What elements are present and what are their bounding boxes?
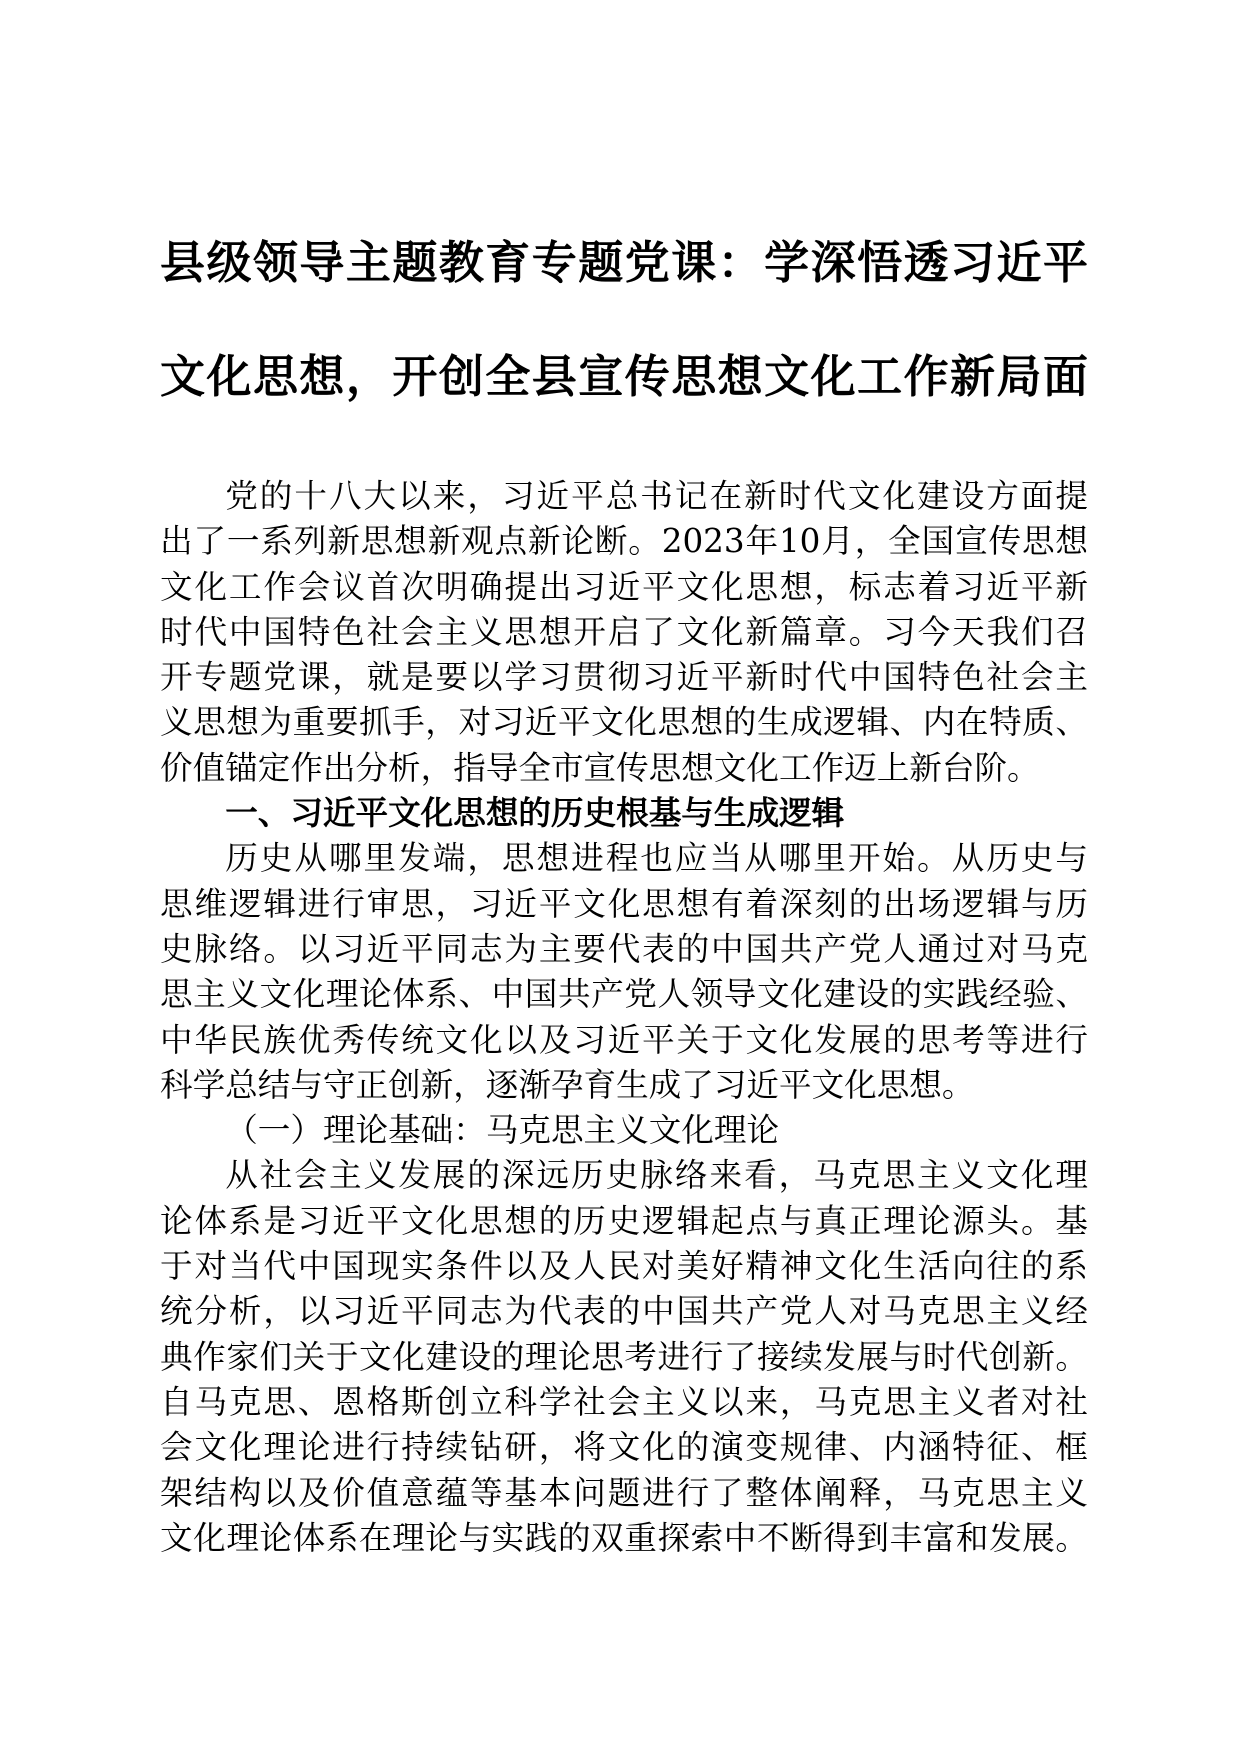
paragraph-line: 会文化理论进行持续钻研，将文化的演变规律、内涵特征、框 [160,1428,1088,1467]
paragraph-line: 架结构以及价值意蕴等基本问题进行了整体阐释，马克思主义 [160,1473,1088,1512]
paragraph-line: 中华民族优秀传统文化以及习近平关于文化发展的思考等进行 [160,1020,1088,1059]
paragraph-line: 典作家们关于文化建设的理论思考进行了接续发展与时代创新。 [160,1337,1088,1376]
document-title [160,206,1088,434]
paragraph-line: 自马克思、恩格斯创立科学社会主义以来，马克思主义者对社 [160,1382,1088,1421]
section-paragraph [160,836,1088,1108]
paragraph-line: 时代中国特色社会主义思想开启了文化新篇章。习今天我们召 [160,612,1088,651]
paragraph-line: 史脉络。以习近平同志为主要代表的中国共产党人通过对马克 [160,929,1088,968]
paragraph-line: 思主义文化理论体系、中国共产党人领导文化建设的实践经验、 [160,975,1088,1014]
subsection-heading: （一）理论基础：马克思主义文化理论 [225,1111,780,1150]
title-line: 文化思想，开创全县宣传思想文化工作新局面 [160,350,1088,403]
title-line: 县级领导主题教育专题党课：学深悟透习近平 [160,236,1088,289]
paragraph-line: 义思想为重要抓手，对习近平文化思想的生成逻辑、内在特质、 [160,703,1088,742]
subsection-paragraph [160,1153,1088,1561]
paragraph-line: 论体系是习近平文化思想的历史逻辑起点与真正理论源头。基 [160,1201,1088,1240]
paragraph-line: 价值锚定作出分析，指导全市宣传思想文化工作迈上新台阶。 [160,748,1040,787]
intro-paragraph [160,474,1088,791]
paragraph-line: 历史从哪里发端，思想进程也应当从哪里开始。从历史与 [225,839,1088,878]
paragraph-line: 于对当代中国现实条件以及人民对美好精神文化生活向往的系 [160,1247,1088,1286]
paragraph-line: 统分析，以习近平同志为代表的中国共产党人对马克思主义经 [160,1292,1088,1331]
paragraph-line: 出了一系列新思想新观点新论断。2023年10月，全国宣传思想 [160,522,1088,561]
paragraph-line: 文化工作会议首次明确提出习近平文化思想，标志着习近平新 [160,567,1088,606]
paragraph-line: 党的十八大以来，习近平总书记在新时代文化建设方面提 [225,477,1088,515]
section-heading: 一、习近平文化思想的历史根基与生成逻辑 [225,794,845,833]
paragraph-line: 开专题党课，就是要以学习贯彻习近平新时代中国特色社会主 [160,658,1088,697]
paragraph-line: 思维逻辑进行审思，习近平文化思想有着深刻的出场逻辑与历 [160,884,1088,923]
document-body [160,474,1088,1561]
paragraph-line: 科学总结与守正创新，逐渐孕育生成了习近平文化思想。 [160,1065,975,1104]
paragraph-line: 文化理论体系在理论与实践的双重探索中不断得到丰富和发展。 [160,1518,1088,1557]
paragraph-line: 从社会主义发展的深远历史脉络来看，马克思主义文化理 [225,1156,1088,1195]
